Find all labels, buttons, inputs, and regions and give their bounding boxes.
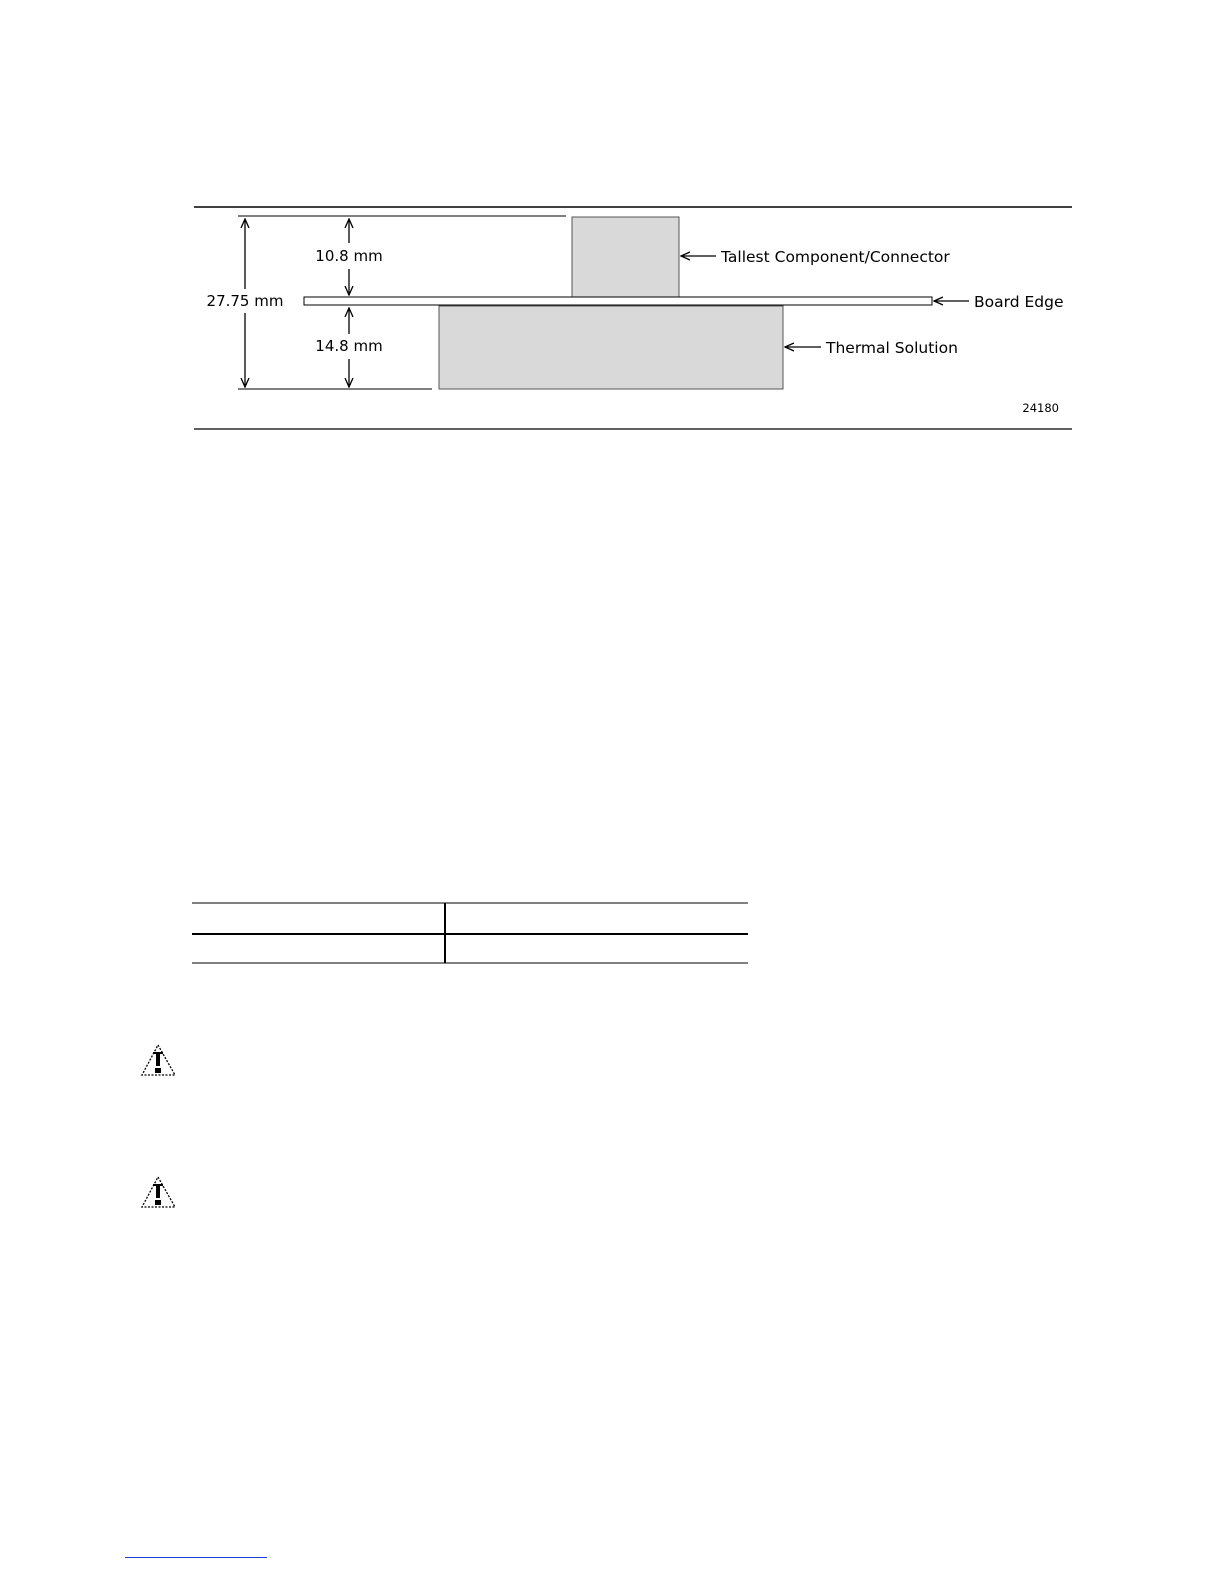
tallest-component-label: Tallest Component/Connector — [721, 248, 950, 266]
thermal-solution-block — [439, 306, 783, 389]
thermal-solution-label: Thermal Solution — [826, 339, 958, 357]
caution-icon — [140, 1174, 180, 1210]
caution-icon — [140, 1042, 180, 1078]
footer-link-rule — [125, 1557, 267, 1558]
clearance-diagram — [0, 0, 1224, 450]
board-edge-label: Board Edge — [974, 293, 1064, 311]
table-grid — [0, 890, 1224, 980]
overall-dimension-label: 27.75 mm — [206, 292, 284, 310]
top-clearance-label: 10.8 mm — [315, 247, 383, 265]
board-clearance-figure — [0, 0, 1224, 450]
table-lines — [0, 890, 1224, 980]
board-edge-shape — [304, 297, 932, 305]
tallest-component-block — [572, 217, 679, 297]
figure-number: 24180 — [1022, 401, 1059, 415]
bottom-clearance-label: 14.8 mm — [315, 337, 383, 355]
